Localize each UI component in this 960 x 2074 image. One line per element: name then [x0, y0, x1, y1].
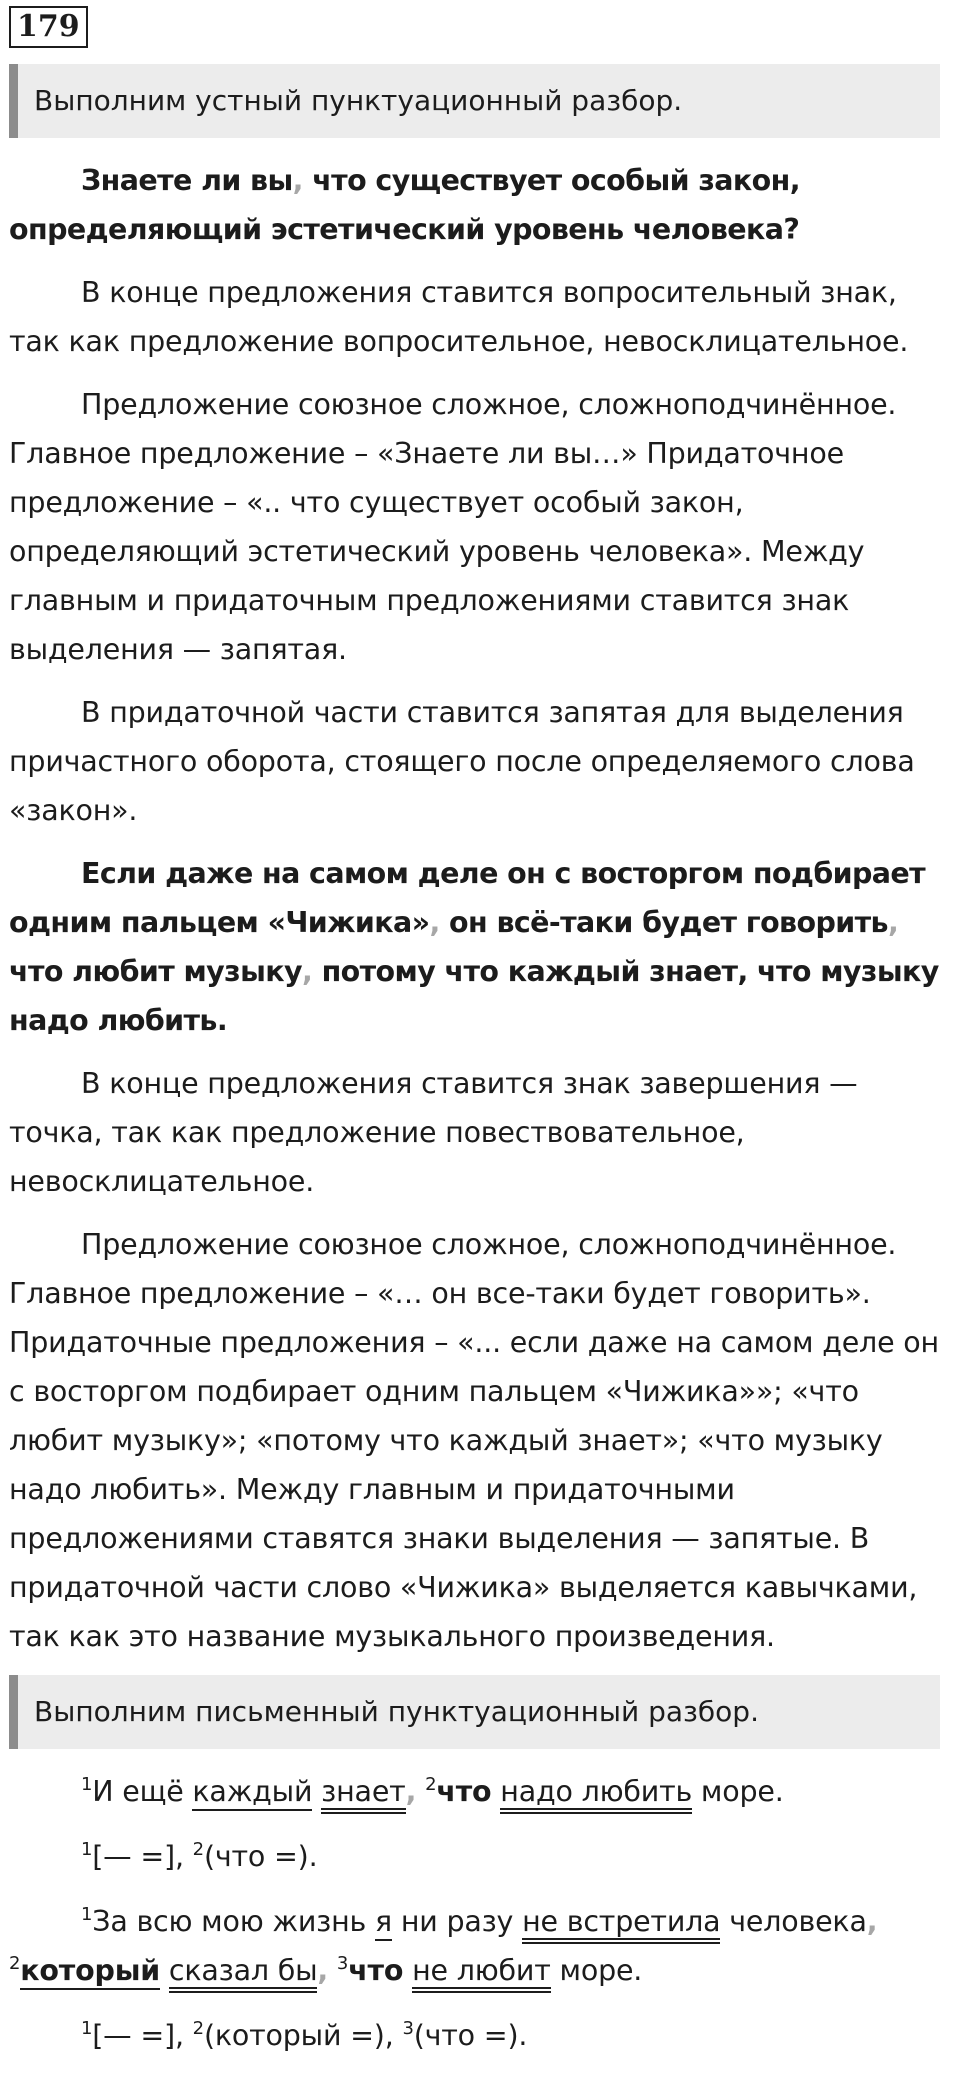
example-sentence-2 — [9, 1897, 954, 1995]
text-run — [416, 1775, 425, 1808]
analysis-paragraph-5: Предложение союзное сложное, сложноподчинённое. Главное предложение – «… он все-таки будет говорить». Придаточные предложения – «... если даже на самом деле он с восторгом подбирает одним пальцем «Чижика»»; «что любит музыку»; «потому что каждый знает»; «что музыку надо любить». Между главным и придаточными предложениями ставятся знаки выделения — запятые. В придаточной части слово «Чижика» выделяется кавычками, так как это название музыкального произведения. — [9, 1228, 939, 1653]
sentence-2 — [9, 849, 954, 1045]
punctuation-comma: , — [866, 1905, 878, 1938]
text-run — [312, 1775, 321, 1808]
text-run: море. — [550, 1954, 643, 1987]
clause-number: 1 — [81, 1774, 93, 1795]
example-sentence-1 — [9, 1767, 954, 1816]
clause-number: 2 — [192, 1839, 204, 1860]
text-run: За всю мою жизнь — [92, 1905, 376, 1938]
text-run: ни разу — [391, 1905, 523, 1938]
predicate-underline: не встретила — [522, 1905, 720, 1944]
text-run — [160, 1954, 169, 1987]
subject-underline: я — [375, 1905, 392, 1941]
sentence-2-comma-1: , — [429, 906, 440, 939]
punctuation-comma: , — [317, 1954, 329, 1987]
clause-number: 2 — [192, 2018, 204, 2039]
text-run — [403, 1954, 412, 1987]
clause-number: 3 — [402, 2018, 414, 2039]
sentence-1-comma: , — [292, 164, 303, 197]
predicate-underline: знает — [321, 1775, 405, 1814]
sentence-2-comma-2: , — [887, 906, 899, 939]
sentence-2-part-3: что любит музыку — [9, 955, 303, 988]
text-run: И ещё — [92, 1775, 193, 1808]
predicate-underline: сказал бы — [169, 1954, 318, 1993]
clause-number: 3 — [336, 1953, 349, 1974]
sentence-1-part-1: Знаете ли вы — [81, 164, 293, 197]
analysis-paragraph-3: В придаточной части ставится запятая для выделения причастного оборота, стоящего после определяемого слова «закон». — [9, 696, 915, 827]
clause-number: 2 — [9, 1953, 21, 1974]
sentence-2-part-1: Если даже на самом деле он с восторгом подбирает одним пальцем «Чижика» — [9, 857, 926, 939]
sentence-1 — [9, 156, 954, 254]
sentence-2-comma-3: , — [302, 955, 313, 988]
sentence-2-part-2: он всё-таки будет говорить — [439, 906, 888, 939]
punctuation-comma: , — [405, 1775, 417, 1808]
clause-number: 1 — [81, 1904, 93, 1925]
sentence-2-part-4: потому что каждый знает, что музыку надо любить. — [9, 955, 939, 1037]
text-run — [491, 1775, 500, 1808]
scheme-part: [— =], — [92, 1840, 193, 1873]
scheme-part: (что =). — [203, 1840, 318, 1873]
scheme-part: [— =], — [92, 2019, 193, 2052]
analysis-paragraph-2: Предложение союзное сложное, сложноподчинённое. Главное предложение – «Знаете ли вы…» Придаточное предложение – «.. что существует особый закон, определяющий эстетический уровень человека». Между главным и придаточным предложениями ставится знак выделения — запятая. — [9, 388, 897, 666]
scheme-part: (что =). — [413, 2019, 528, 2052]
analysis-paragraph-1: В конце предложения ставится вопросительный знак, так как предложение вопросительное, невосклицательное. — [9, 276, 909, 358]
clause-number: 1 — [81, 2018, 93, 2039]
section-header-written: Выполним письменный пунктуационный разбор. — [9, 1675, 940, 1749]
analysis-paragraph-4: В конце предложения ставится знак завершения — точка, так как предложение повествовательное, невосклицательное. — [9, 1067, 858, 1198]
conjunction: что — [436, 1775, 492, 1808]
conjunction: что — [348, 1954, 404, 1987]
predicate-underline: не любит — [412, 1954, 551, 1993]
text-run: море. — [692, 1775, 784, 1808]
conjunction-subject: который — [20, 1954, 160, 1990]
text-run: человека — [720, 1905, 867, 1938]
predicate-underline: надо любить — [500, 1775, 692, 1814]
task-number: 179 — [9, 6, 88, 48]
scheme-1 — [9, 1832, 954, 1881]
scheme-part: (который =), — [203, 2019, 403, 2052]
sentence-1-part-2: что существует особый закон, определяющий эстетический уровень человека? — [9, 164, 800, 246]
scheme-2 — [9, 2011, 954, 2060]
subject-underline: каждый — [192, 1775, 312, 1811]
clause-number: 1 — [81, 1839, 93, 1860]
clause-number: 2 — [425, 1774, 437, 1795]
text-run — [328, 1954, 337, 1987]
section-header-oral: Выполним устный пунктуационный разбор. — [9, 64, 940, 138]
